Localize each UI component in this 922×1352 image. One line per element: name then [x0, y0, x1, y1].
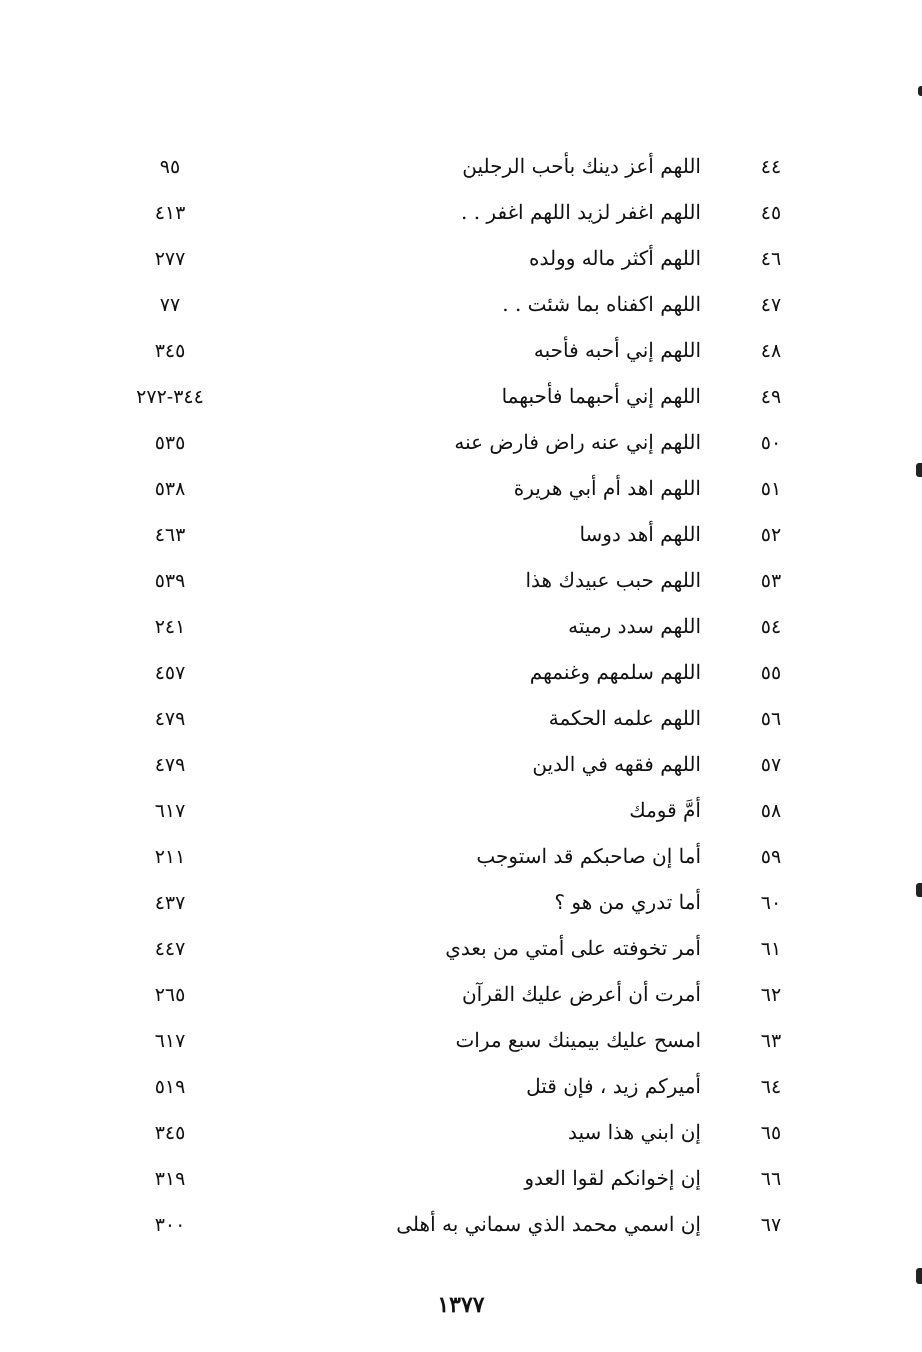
- entry-page-reference: ٩٥: [159, 156, 181, 178]
- entry-page-reference: ٣٤٥: [154, 340, 186, 362]
- entry-number: ٦٧: [760, 1214, 782, 1236]
- entry-page-reference: ٤٦٣: [154, 524, 186, 546]
- index-row: [0, 1114, 922, 1160]
- entry-number: ٦١: [760, 938, 782, 960]
- index-row: [0, 608, 922, 654]
- entry-text: اللهم فقهه في الدين: [532, 752, 701, 776]
- entry-text: إن إخوانكم لقوا العدو: [524, 1166, 701, 1190]
- entry-text: اللهم إني أحبه فأحبه: [533, 338, 701, 362]
- index-row: [0, 838, 922, 884]
- entry-page-reference: ٤١٣: [154, 202, 186, 224]
- entry-number: ٥٦: [760, 708, 782, 730]
- entry-page-reference: ٥٣٥: [154, 432, 186, 454]
- index-row: [0, 1068, 922, 1114]
- index-row: [0, 1022, 922, 1068]
- entry-text: امسح عليك بيمينك سبع مرات: [455, 1028, 701, 1052]
- entry-number: ٥٩: [760, 846, 782, 868]
- entry-text: اللهم أهد دوسا: [579, 522, 701, 546]
- entry-page-reference: ٢١١: [154, 846, 186, 868]
- entry-text: إن اسمي محمد الذي سماني به أهلى: [396, 1212, 701, 1236]
- entry-number: ٦٢: [760, 984, 782, 1006]
- entry-number: ٦٥: [760, 1122, 782, 1144]
- entry-text: اللهم اغفر لزيد اللهم اغفر . .: [461, 200, 701, 224]
- index-row: [0, 700, 922, 746]
- entry-page-reference: ٣١٩: [154, 1168, 186, 1190]
- entry-text: اللهم حبب عبيدك هذا: [525, 568, 701, 592]
- entry-number: ٤٤: [760, 156, 782, 178]
- index-row: [0, 240, 922, 286]
- index-row: [0, 286, 922, 332]
- entry-text: أمرت أن أعرض عليك القرآن: [461, 982, 701, 1006]
- entry-number: ٥٢: [760, 524, 782, 546]
- entry-number: ٥١: [760, 478, 782, 500]
- entry-page-reference: ٥٣٩: [154, 570, 186, 592]
- entry-page-reference: ٢٦٥: [154, 984, 186, 1006]
- entry-text: اللهم إني أحبهما فأحبهما: [501, 384, 701, 408]
- entry-number: ٥٨: [760, 800, 782, 822]
- entry-page-reference: ٦١٧: [154, 1030, 186, 1052]
- entry-text: أميركم زيد ، فإن قتل: [526, 1074, 701, 1098]
- entry-page-reference: ٥١٩: [154, 1076, 186, 1098]
- page-number: ١٣٧٧: [437, 1292, 485, 1318]
- index-row: [0, 1160, 922, 1206]
- entry-number: ٤٨: [760, 340, 782, 362]
- entry-text: اللهم علمه الحكمة: [548, 706, 701, 730]
- entry-page-reference: ٤٧٩: [154, 754, 186, 776]
- entry-number: ٤٩: [760, 386, 782, 408]
- index-row: [0, 746, 922, 792]
- index-row: [0, 930, 922, 976]
- entry-text: اللهم أعز دينك بأحب الرجلين: [462, 154, 701, 178]
- entry-number: ٦٦: [760, 1168, 782, 1190]
- entry-text: اللهم اكفناه بما شئت . .: [502, 292, 701, 316]
- entry-text: اللهم سدد رميته: [568, 614, 701, 638]
- index-row: [0, 516, 922, 562]
- index-row: [0, 424, 922, 470]
- index-row: [0, 562, 922, 608]
- page-edge-mark: [916, 883, 922, 897]
- entry-text: اللهم أكثر ماله وولده: [528, 246, 701, 270]
- index-row: [0, 654, 922, 700]
- entry-text: أما إن صاحبكم قد استوجب: [476, 844, 701, 868]
- entry-text: اللهم سلمهم وغنمهم: [529, 660, 701, 684]
- page-edge-mark: [918, 86, 922, 96]
- entry-text: اللهم إني عنه راض فارض عنه: [454, 430, 701, 454]
- entry-page-reference: ٤٣٧: [154, 892, 186, 914]
- entry-page-reference: ٢٧٧: [154, 248, 186, 270]
- index-row: [0, 148, 922, 194]
- entry-number: ٥٠: [760, 432, 782, 454]
- entry-number: ٤٥: [760, 202, 782, 224]
- entry-number: ٤٦: [760, 248, 782, 270]
- page-edge-mark: [916, 463, 922, 477]
- entry-number: ٦٠: [760, 892, 782, 914]
- index-row: [0, 470, 922, 516]
- index-row: [0, 884, 922, 930]
- entry-page-reference: ٣٤٥: [154, 1122, 186, 1144]
- index-row: [0, 1206, 922, 1252]
- entry-text: أما تدري من هو ؟: [554, 890, 701, 914]
- entry-page-reference: ٤٥٧: [154, 662, 186, 684]
- entry-number: ٦٣: [760, 1030, 782, 1052]
- entry-number: ٥٤: [760, 616, 782, 638]
- page-edge-mark: [916, 1268, 922, 1284]
- entry-text: أمر تخوفته على أمتي من بعدي: [445, 936, 701, 960]
- entry-page-reference: ٦١٧: [154, 800, 186, 822]
- entry-text: أمَّ قومك: [629, 798, 701, 822]
- index-row: [0, 332, 922, 378]
- index-row: [0, 976, 922, 1022]
- entry-page-reference: ٥٣٨: [154, 478, 186, 500]
- entry-page-reference: ٤٧٩: [154, 708, 186, 730]
- index-row: [0, 792, 922, 838]
- entry-page-reference: ٧٧: [159, 294, 181, 316]
- entry-text: اللهم اهد أم أبي هريرة: [513, 476, 701, 500]
- entry-page-reference: ٤٤٧: [154, 938, 186, 960]
- entry-page-reference: ٢٤١: [154, 616, 186, 638]
- index-row: [0, 378, 922, 424]
- entry-number: ٤٧: [760, 294, 782, 316]
- entry-number: ٥٣: [760, 570, 782, 592]
- entry-number: ٦٤: [760, 1076, 782, 1098]
- index-row: [0, 194, 922, 240]
- entry-number: ٥٥: [760, 662, 782, 684]
- entry-page-reference: ٣٤٤-٢٧٢: [136, 386, 204, 408]
- entry-page-reference: ٣٠٠: [154, 1214, 186, 1236]
- entry-number: ٥٧: [760, 754, 782, 776]
- entry-text: إن ابني هذا سيد: [567, 1120, 701, 1144]
